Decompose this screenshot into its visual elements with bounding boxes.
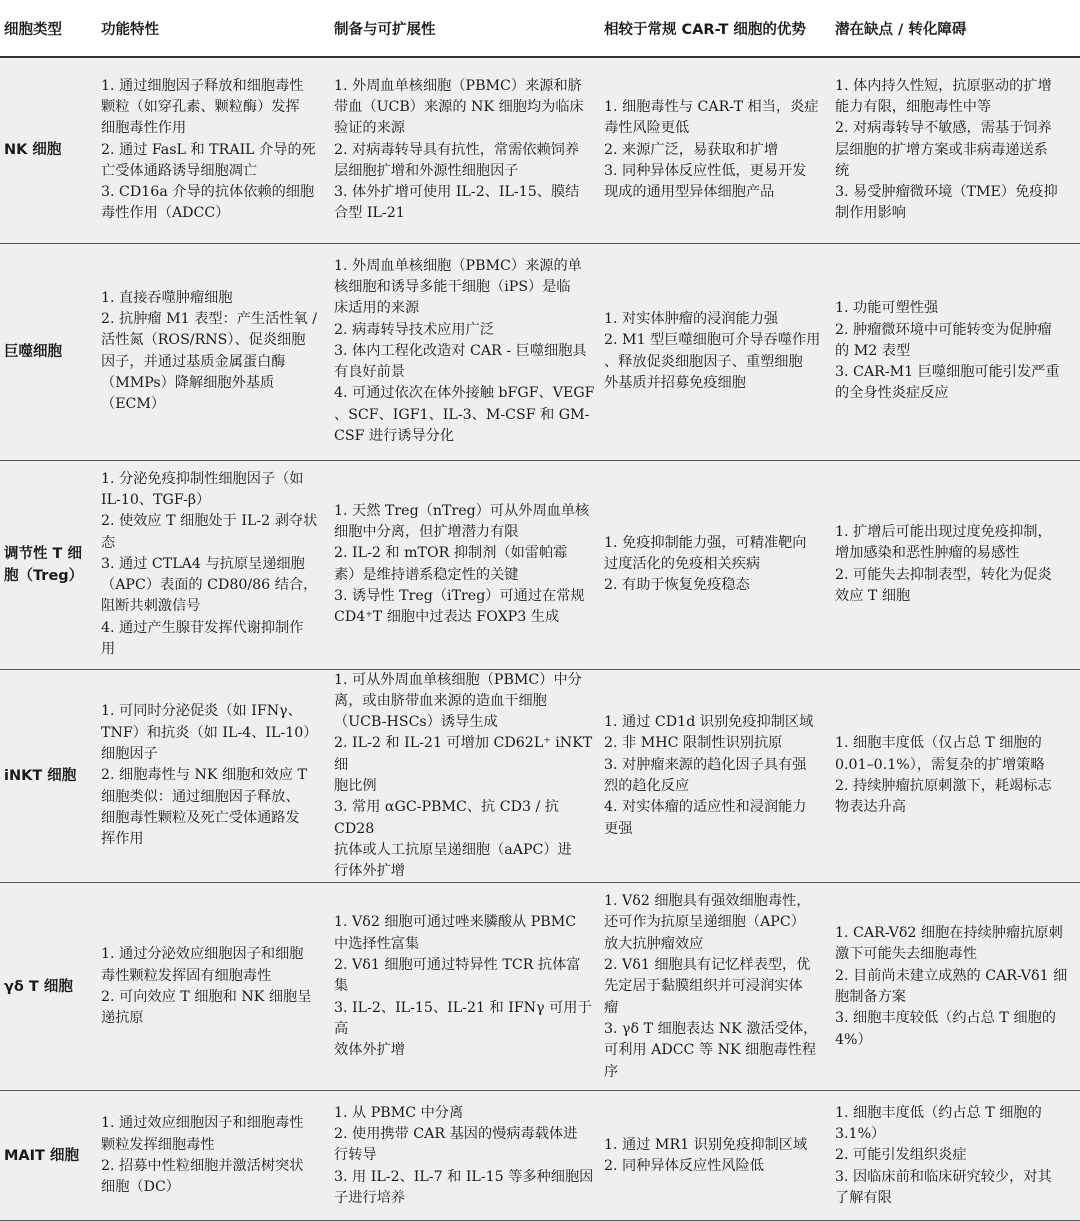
cell-type-line: 胞（Treg）	[4, 567, 84, 584]
cell-line: 2. 抗肿瘤 M1 表型：产生活性氧 /	[101, 310, 317, 327]
header-cell-advantages: 相较于常规 CAR-T 细胞的优势	[600, 0, 831, 57]
cell-function	[97, 243, 330, 460]
cell-line: 2. 有助于恢复免疫稳态	[604, 577, 750, 594]
cell-line: 可利用 ADCC 等 NK 细胞毒性程	[604, 1042, 817, 1059]
cell-line: 3. 通过 CTLA4 与抗原呈递细胞	[101, 555, 305, 572]
cell-line: 效应 T 细胞	[835, 587, 911, 604]
cell-type: 巨噬细胞	[0, 243, 97, 460]
cell-line: 2. 对病毒转导不敏感，需基于饲养	[835, 120, 1052, 137]
cell-line: 4. 可通过依次在体外接触 bFGF、VEGF	[334, 385, 595, 402]
cell-line: 态	[101, 534, 116, 551]
cell-line: 2. Vδ1 细胞可通过特异性 TCR 抗体富	[334, 957, 581, 974]
cell-line: 1. Vδ2 细胞可通过唑来膦酸从 PBMC	[334, 914, 577, 931]
cell-line: 2. 非 MHC 限制性识别抗原	[604, 735, 783, 752]
cell-line: 递抗原	[101, 1010, 144, 1027]
cell-function	[97, 669, 330, 883]
cell-line: 1. Vδ2 细胞具有强效细胞毒性，	[604, 893, 811, 910]
cell-line: 3. 诱导性 Treg（iTreg）可通过在常规	[334, 587, 585, 604]
cell-drawbacks	[831, 883, 1080, 1091]
cell-function	[97, 1091, 330, 1221]
cell-line: 3. 对肿瘤来源的趋化因子具有强	[604, 756, 807, 773]
cell-line: CSF 进行诱导分化	[334, 428, 455, 445]
cell-line: 2. 通过 FasL 和 TRAIL 介导的死	[101, 141, 316, 158]
cell-line: 了解有限	[835, 1189, 892, 1206]
cell-line: 颗粒发挥细胞毒性	[101, 1136, 215, 1153]
cell-line: 床适用的来源	[334, 300, 420, 317]
cell-line: （ECM）	[101, 396, 166, 413]
cell-line: 子进行培养	[334, 1189, 405, 1206]
cell-line: 1. 外周血单核细胞（PBMC）来源和脐	[334, 77, 582, 94]
cell-preparation	[330, 883, 600, 1091]
cell-line: 、SCF、IGF1、IL-3、M-CSF 和 GM-	[334, 406, 590, 423]
cell-line: 激下可能失去细胞毒性	[835, 946, 977, 963]
cell-line: 4. 通过产生腺苷发挥代谢抑制作	[101, 619, 304, 636]
cell-preparation	[330, 1091, 600, 1221]
cell-line: 1. 细胞丰度低（仅占总 T 细胞的	[835, 735, 1042, 752]
cell-line: 用	[101, 641, 116, 658]
cell-preparation	[330, 669, 600, 883]
cell-line: 胞制备方案	[835, 988, 906, 1005]
cell-drawbacks	[831, 243, 1080, 460]
cell-function	[97, 57, 330, 243]
header-cell-type: 细胞类型	[0, 0, 97, 57]
cell-line: 1. 对实体肿瘤的浸润能力强	[604, 310, 779, 327]
cell-advantages	[600, 669, 831, 883]
cell-drawbacks	[831, 1091, 1080, 1221]
cell-line: 的 M2 表型	[835, 342, 911, 359]
cell-line: 1. 功能可塑性强	[835, 300, 939, 317]
cell-line: 素）是维持谱系稳定性的关键	[334, 566, 519, 583]
cell-line: 1. 通过 MR1 识别免疫抑制区域	[604, 1136, 808, 1153]
cell-line: 1. 可从外周血单核细胞（PBMC）中分	[334, 671, 582, 688]
cell-line: 瘤	[604, 999, 619, 1016]
cell-drawbacks	[831, 460, 1080, 669]
cell-line: 3. 用 IL-2、IL-7 和 IL-15 等多种细胞因	[334, 1168, 594, 1185]
cell-line: 能力有限，细胞毒性中等	[835, 99, 992, 115]
cell-line: 3. IL-2、IL-15、IL-21 和 IFNγ 可用于高	[334, 999, 592, 1037]
cell-line: CD4⁺T 细胞中过表达 FOXP3 生成	[334, 609, 560, 626]
cell-line: 核细胞和诱导多能干细胞（iPS）是临	[334, 278, 571, 295]
cell-line: 3. 易受肿瘤微环境（TME）免疫抑	[835, 184, 1058, 201]
cell-function	[97, 883, 330, 1091]
cell-line: 细胞（DC）	[101, 1179, 180, 1196]
cell-line: 物表达升高	[835, 799, 906, 816]
cell-line: 过度活化的免疫相关疾病	[604, 555, 761, 572]
cell-line: 2. Vδ1 细胞具有记忆样表型，优	[604, 957, 811, 974]
cell-advantages	[600, 883, 831, 1091]
cell-line: 细胞中分离，但扩增潜力有限	[334, 523, 519, 540]
cell-advantages	[600, 243, 831, 460]
cell-line: 现成的通用型异体细胞产品	[604, 184, 775, 201]
cell-line: 毒性颗粒发挥固有细胞毒性	[101, 967, 272, 984]
cell-line: 的全身性炎症反应	[835, 385, 949, 402]
cell-line: 、释放促炎细胞因子、重塑细胞	[604, 353, 803, 370]
cell-advantages	[600, 460, 831, 669]
cell-preparation	[330, 460, 600, 669]
cell-line: 先定居于黏膜组织并可浸润实体	[604, 978, 803, 995]
cell-line: 1. 免疫抑制能力强，可精准靶向	[604, 534, 807, 551]
header-cell-preparation: 制备与可扩展性	[330, 0, 600, 57]
cell-type-line: 调节性 T 细	[4, 545, 82, 562]
cell-line: 因子，并通过基质金属蛋白酶	[101, 353, 286, 370]
cell-line: 合型 IL-21	[334, 205, 405, 222]
cell-line: 3. CAR-M1 巨噬细胞可能引发严重	[835, 364, 1060, 381]
cell-preparation	[330, 57, 600, 243]
cell-line: 1. 外周血单核细胞（PBMC）来源的单	[334, 257, 582, 274]
cell-line: 还可作为抗原呈递细胞（APC）	[604, 914, 805, 931]
cell-line: 3. 同种异体反应性低，更易开发	[604, 162, 807, 179]
cell-line: 3. 常用 αGC-PBMC、抗 CD3 / 抗 CD28	[334, 799, 559, 837]
cell-line: 行转导	[334, 1147, 377, 1164]
cell-line: 2. 可能引发组织炎症	[835, 1147, 967, 1164]
cell-line: 活性氮（ROS/RNS）、促炎细胞	[101, 332, 306, 349]
cell-line: 细胞类似：通过细胞因子释放、	[101, 788, 300, 805]
table-row	[0, 460, 1080, 669]
cell-line: 毒性风险更低	[604, 120, 690, 137]
cell-line: 1. 扩增后可能出现过度免疫抑制，	[835, 523, 1052, 540]
table-row	[0, 57, 1080, 243]
header-row	[0, 0, 1080, 57]
cell-line: 层细胞扩增和外源性细胞因子	[334, 162, 519, 179]
cell-line: 2. 使用携带 CAR 基因的慢病毒载体进	[334, 1126, 578, 1143]
table-row	[0, 669, 1080, 883]
cell-drawbacks	[831, 669, 1080, 883]
cell-function	[97, 460, 330, 669]
cell-advantages	[600, 1091, 831, 1221]
header-cell-drawbacks: 潜在缺点 / 转化障碍	[831, 0, 1080, 57]
cell-line: 1. 细胞丰度低（约占总 T 细胞的	[835, 1104, 1042, 1121]
cell-line: 亡受体通路诱导细胞凋亡	[101, 162, 258, 179]
cell-line: 3. 细胞丰度较低（约占总 T 细胞的	[835, 1010, 1056, 1027]
cell-line: 1. 分泌免疫抑制性细胞因子（如	[101, 470, 304, 487]
cell-line: 2. 可能失去抑制表型，转化为促炎	[835, 566, 1052, 583]
cell-line: （MMPs）降解细胞外基质	[101, 374, 275, 391]
cell-line: 层细胞的扩增方案或非病毒递送系	[835, 141, 1048, 158]
cell-line: 4%）	[835, 1031, 872, 1048]
cell-line: 烈的趋化反应	[604, 777, 690, 794]
cell-line: TNF）和抗炎（如 IL-4、IL-10）	[101, 724, 318, 741]
cell-line: 验证的来源	[334, 120, 405, 137]
cell-line: 更强	[604, 820, 633, 837]
cell-line: 细胞因子	[101, 746, 158, 763]
cell-advantages	[600, 57, 831, 243]
cell-line: 颗粒（如穿孔素、颗粒酶）发挥	[101, 99, 300, 115]
cell-line: 2. IL-2 和 mTOR 抑制剂（如雷帕霉	[334, 545, 568, 562]
cell-line: 效体外扩增	[334, 1042, 405, 1059]
table-row	[0, 1091, 1080, 1221]
cell-line: 1. 通过细胞因子释放和细胞毒性	[101, 77, 304, 94]
cell-line: 1. 通过效应细胞因子和细胞毒性	[101, 1115, 304, 1132]
cell-line: 1. 通过分泌效应细胞因子和细胞	[101, 946, 304, 963]
cell-line: 1. 从 PBMC 中分离	[334, 1104, 464, 1121]
cell-line: 中选择性富集	[334, 935, 420, 952]
cell-line: 集	[334, 978, 349, 995]
cell-line: 外基质并招募免疫细胞	[604, 374, 746, 391]
cell-line: 2. 同种异体反应性风险低	[604, 1157, 764, 1174]
cell-line: 阻断共刺激信号	[101, 598, 201, 615]
cell-line: 1. 直接吞噬肿瘤细胞	[101, 289, 233, 306]
cell-type: MAIT 细胞	[0, 1091, 97, 1221]
cell-line: 挥作用	[101, 831, 144, 848]
cell-line: 胞比例	[334, 777, 377, 794]
cell-line: 2. 目前尚未建立成熟的 CAR-Vδ1 细	[835, 967, 1068, 984]
cell-line: 抗体或人工抗原呈递细胞（aAPC）进	[334, 841, 572, 858]
cell-line: 制作用影响	[835, 205, 906, 222]
cell-drawbacks	[831, 57, 1080, 243]
cell-line: 2. 可向效应 T 细胞和 NK 细胞呈	[101, 988, 312, 1005]
cell-line: 细胞毒性作用	[101, 120, 187, 137]
cell-line: 2. 使效应 T 细胞处于 IL-2 剥夺状	[101, 513, 318, 530]
cell-preparation	[330, 243, 600, 460]
cell-line: 离，或由脐带血来源的造血干细胞	[334, 692, 547, 709]
cell-line: 行体外扩增	[334, 863, 405, 880]
cell-line: 1. 可同时分泌促炎（如 IFNγ、	[101, 703, 302, 720]
cell-type: NK 细胞	[0, 57, 97, 243]
cell-line: 2. 对病毒转导具有抗性，常需依赖饲养	[334, 141, 580, 158]
table-body	[0, 57, 1080, 1221]
table-row	[0, 883, 1080, 1091]
cell-line: 毒性作用（ADCC）	[101, 205, 230, 222]
cell-line: 细胞毒性颗粒及死亡受体通路发	[101, 809, 300, 826]
cell-line: 2. 持续肿瘤抗原刺激下，耗竭标志	[835, 777, 1052, 794]
cell-line: 统	[835, 162, 850, 179]
cell-line: 3. CD16a 介导的抗体依赖的细胞	[101, 184, 315, 201]
cell-line: 3. γδ T 细胞表达 NK 激活受体，	[604, 1020, 818, 1037]
cell-line: 3. 体内工程化改造对 CAR - 巨噬细胞具	[334, 342, 587, 359]
cell-line: IL-10、TGF-β）	[101, 491, 211, 508]
cell-line: 带血（UCB）来源的 NK 细胞均为临床	[334, 99, 584, 115]
cell-line: 1. CAR-Vδ2 细胞在持续肿瘤抗原刺	[835, 925, 1063, 942]
cell-type: γδ T 细胞	[0, 883, 97, 1091]
cell-line: 3. 体外扩增可使用 IL-2、IL-15、膜结	[334, 184, 580, 201]
cell-line: 3.1%）	[835, 1126, 886, 1143]
cell-line: 2. 病毒转导技术应用广泛	[334, 321, 494, 338]
cell-line: 1. 体内持久性短，抗原驱动的扩增	[835, 77, 1052, 94]
cell-type: iNKT 细胞	[0, 669, 97, 883]
cell-line: 放大抗肿瘤效应	[604, 935, 704, 952]
header-cell-function: 功能特性	[97, 0, 330, 57]
cell-line: 2. 肿瘤微环境中可能转变为促肿瘤	[835, 321, 1052, 338]
table-row	[0, 243, 1080, 460]
cell-line: 2. M1 型巨噬细胞可介导吞噬作用	[604, 332, 821, 349]
cell-line: 2. 来源广泛，易获取和扩增	[604, 141, 779, 158]
cell-line: 3. 因临床前和临床研究较少，对其	[835, 1168, 1052, 1185]
cell-type	[0, 460, 97, 669]
cell-line: 1. 细胞毒性与 CAR-T 相当，炎症	[604, 99, 819, 115]
cell-line: 增加感染和恶性肿瘤的易感性	[835, 545, 1020, 562]
cell-line: 1. 通过 CD1d 识别免疫抑制区域	[604, 714, 814, 731]
cell-line: 0.01–0.1%），需复杂的扩增策略	[835, 756, 1045, 773]
cell-line: （UCB-HSCs）诱导生成	[334, 714, 498, 731]
cell-line: 2. 细胞毒性与 NK 细胞和效应 T	[101, 767, 307, 784]
cell-line: 有良好前景	[334, 364, 405, 381]
cell-line: 2. IL-2 和 IL-21 可增加 CD62L⁺ iNKT 细	[334, 735, 593, 773]
cell-line: （APC）表面的 CD80/86 结合，	[101, 577, 318, 594]
cell-line: 2. 招募中性粒细胞并激活树突状	[101, 1157, 304, 1174]
cell-line: 4. 对实体瘤的适应性和浸润能力	[604, 799, 807, 816]
cell-line: 1. 天然 Treg（nTreg）可从外周血单核	[334, 502, 590, 519]
cell-line: 序	[604, 1063, 619, 1080]
